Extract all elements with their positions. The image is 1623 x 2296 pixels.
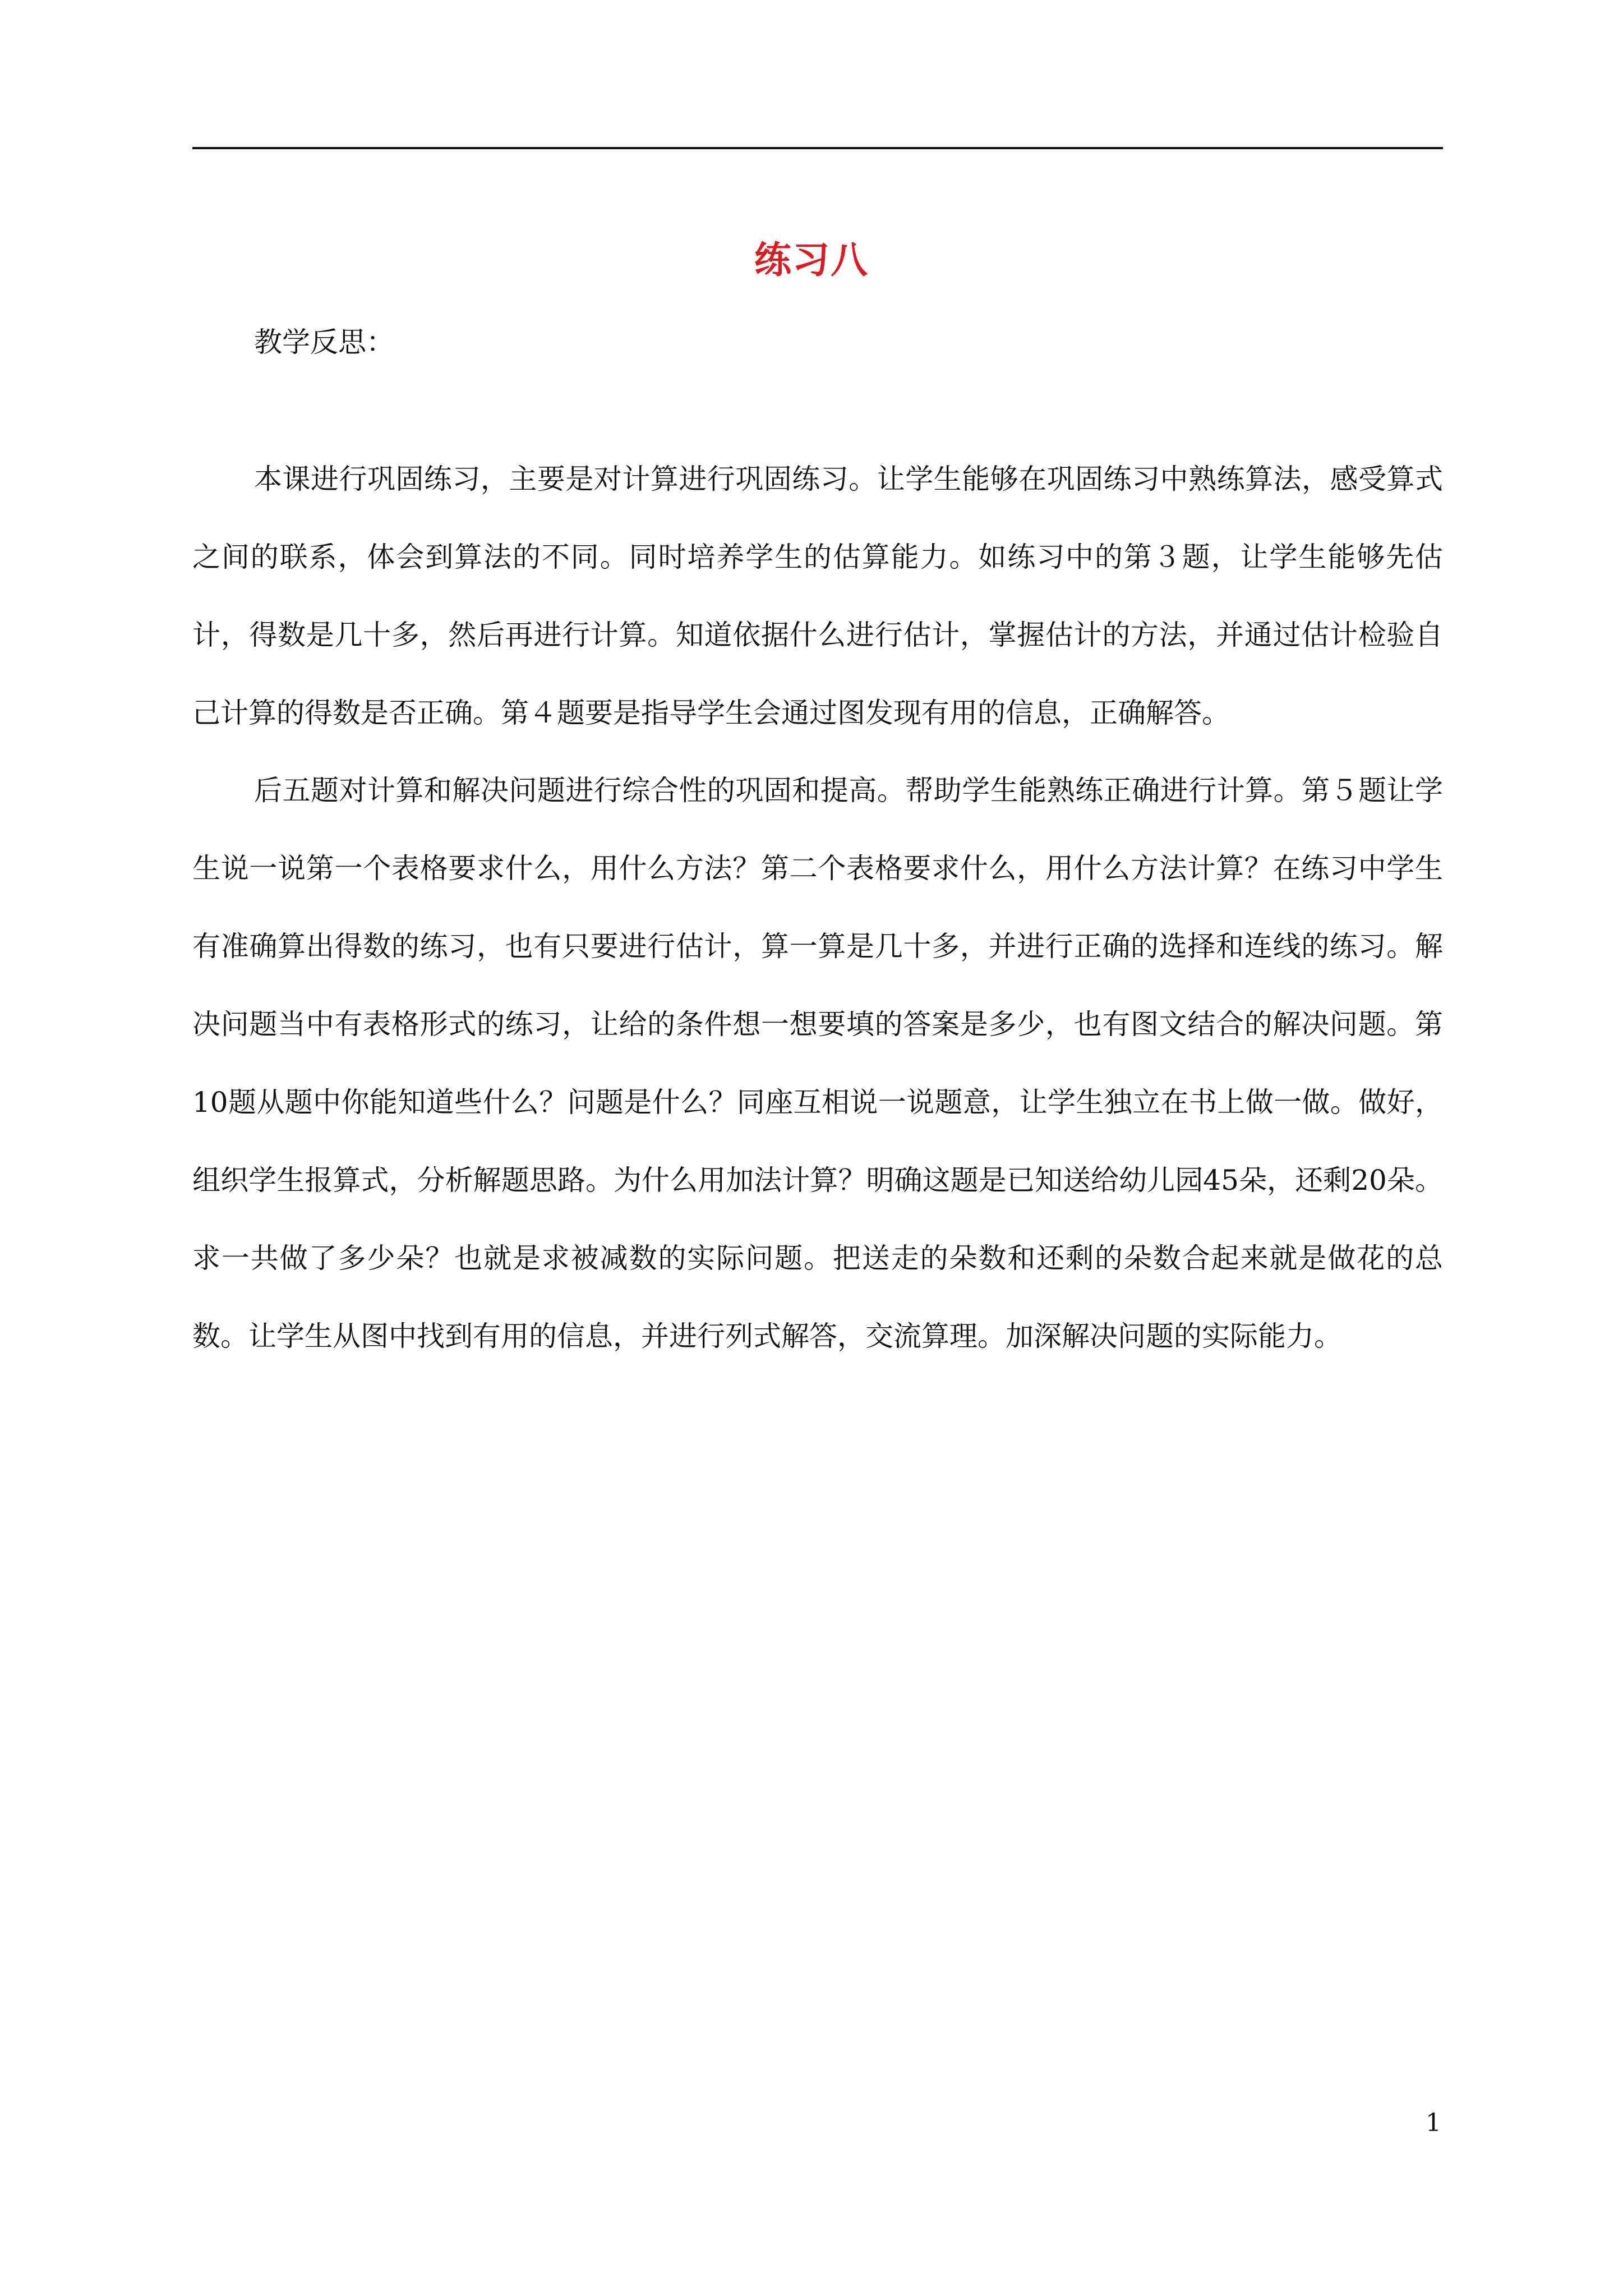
page-number: 1: [1426, 2109, 1441, 2137]
body-paragraph-2: 后五题对计算和解决问题进行综合性的巩固和提高。帮助学生能熟练正确进行计算。第５题让学生说一说第一个表格要求什么，用什么方法？第二个表格要求什么，用什么方法计算？在练习中学生有准确算出得数的练习，也有只要进行估计，算一算是几十多，并进行正确的选择和连线的练习。解决问题当中有表格形式的练习，让给的条件想一想要填的答案是多少，也有图文结合的解决问题。第10题从题中你能知道些什么？问题是什么？同座互相说一说题意，让学生独立在书上做一做。做好，组织学生报算式，分析解题思路。为什么用加法计算？明确这题是已知送给幼儿园45朵，还剩20朵。求一共做了多少朵？也就是求被减数的实际问题。把送走的朵数和还剩的朵数合起来就是做花的总数。让学生从图中找到有用的信息，并进行列式解答，交流算理。加深解决问题的实际能力。: [192, 774, 1443, 1352]
section-label: 教学反思：: [254, 326, 394, 358]
body-paragraph-1: 本课进行巩固练习，主要是对计算进行巩固练习。让学生能够在巩固练习中熟练算法，感受算式之间的联系，体会到算法的不同。同时培养学生的估算能力。如练习中的第３题，让学生能够先估计，得数是几十多，然后再进行计算。知道依据什么进行估计，掌握估计的方法，并通过估计检验自己计算的得数是否正确。第４题要是指导学生会通过图发现有用的信息，正确解答。: [192, 463, 1443, 729]
document-title: 练习八: [754, 238, 869, 282]
header-rule: [192, 147, 1443, 149]
